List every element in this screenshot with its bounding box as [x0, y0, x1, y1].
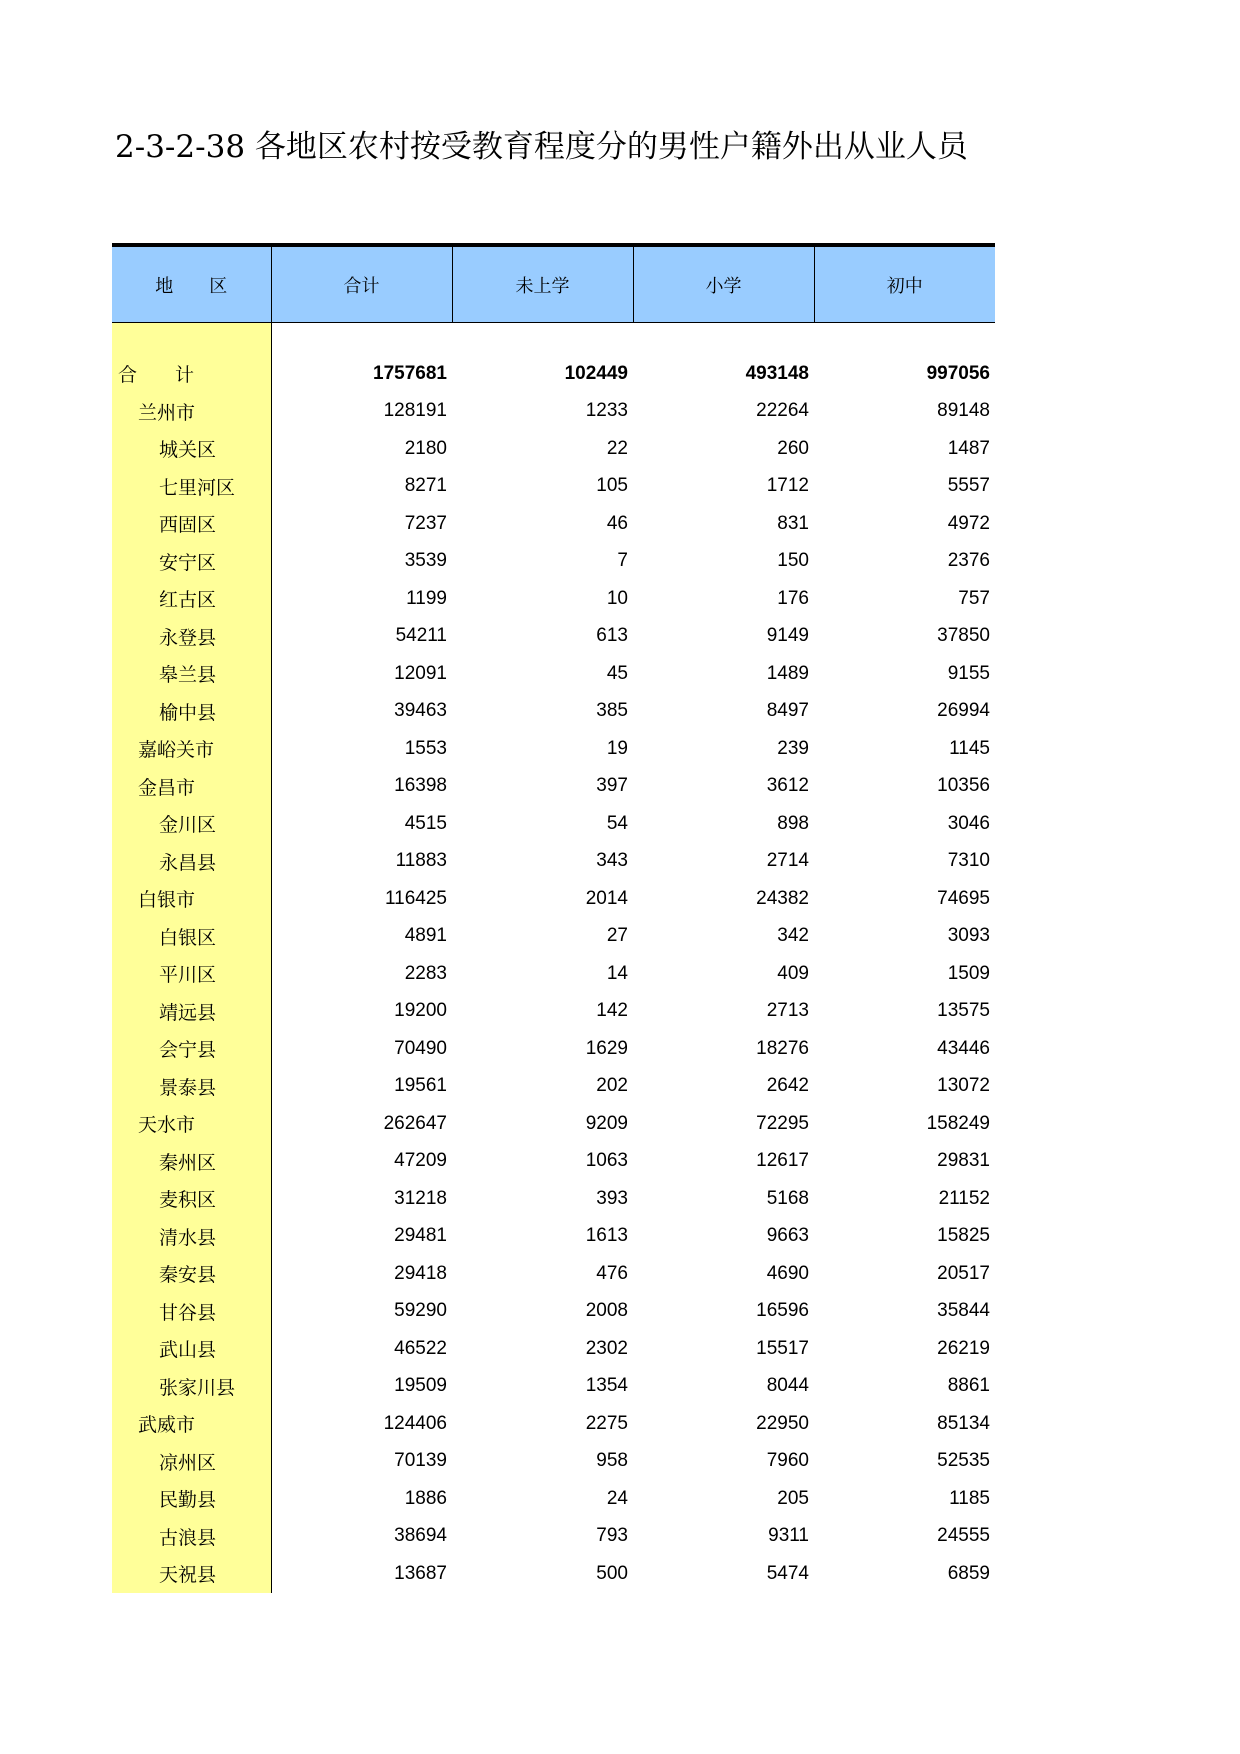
value-cell: 831	[777, 512, 809, 534]
value-cell: 2275	[585, 1412, 628, 1434]
value-cell: 4690	[766, 1262, 809, 1284]
value-cell: 2713	[766, 1000, 809, 1022]
value-cell: 21152	[938, 1187, 990, 1209]
value-cell: 393	[596, 1187, 628, 1209]
region-cell: 红古区	[112, 580, 271, 618]
value-cell: 102449	[564, 362, 628, 384]
value-cell: 52535	[937, 1450, 990, 1472]
value-cell: 19561	[394, 1075, 447, 1097]
value-cell: 54	[606, 812, 628, 834]
table-row	[112, 880, 995, 918]
table-row	[112, 843, 995, 881]
value-cell: 29831	[937, 1150, 990, 1172]
value-cell: 500	[596, 1562, 628, 1584]
table-row	[112, 1480, 995, 1518]
region-cell: 天祝县	[112, 1555, 271, 1593]
value-cell: 142	[596, 1000, 628, 1022]
value-cell: 26994	[937, 700, 990, 722]
region-cell: 民勤县	[112, 1480, 271, 1518]
value-cell: 6859	[947, 1562, 990, 1584]
region-cell: 会宁县	[112, 1030, 271, 1068]
value-cell: 24	[606, 1487, 628, 1509]
value-cell: 1063	[585, 1150, 628, 1172]
value-cell: 793	[596, 1525, 628, 1547]
value-cell: 105	[596, 475, 628, 497]
value-cell: 1553	[404, 737, 447, 759]
value-cell: 1487	[947, 437, 990, 459]
value-cell: 7960	[766, 1450, 809, 1472]
value-cell: 10356	[937, 775, 990, 797]
region-cell: 秦州区	[112, 1143, 271, 1181]
header-row	[112, 247, 995, 323]
spacer-cell	[271, 323, 452, 356]
value-cell: 46522	[394, 1337, 447, 1359]
table-row	[112, 1555, 995, 1593]
value-cell: 13687	[394, 1562, 447, 1584]
value-cell: 22264	[756, 400, 809, 422]
table-row	[112, 1180, 995, 1218]
value-cell: 45	[606, 662, 628, 684]
page-title: 2-3-2-38 各地区农村按受教育程度分的男性户籍外出从业人员	[115, 129, 968, 165]
value-cell: 958	[596, 1450, 628, 1472]
value-cell: 1199	[406, 587, 447, 609]
table-row	[112, 955, 995, 993]
region-cell: 天水市	[112, 1105, 271, 1143]
table-row	[112, 918, 995, 956]
region-cell: 永登县	[112, 618, 271, 656]
value-cell: 9209	[585, 1112, 628, 1134]
value-cell: 757	[958, 587, 990, 609]
value-cell: 29481	[394, 1225, 447, 1247]
value-cell: 5557	[947, 475, 990, 497]
value-cell: 997056	[926, 362, 990, 384]
value-cell: 2642	[766, 1075, 809, 1097]
value-cell: 31218	[394, 1187, 447, 1209]
spacer-cell	[452, 323, 633, 356]
value-cell: 397	[596, 775, 628, 797]
value-cell: 3539	[404, 550, 447, 572]
table-row	[112, 1030, 995, 1068]
region-cell: 张家川县	[112, 1368, 271, 1406]
value-cell: 2008	[585, 1300, 628, 1322]
table-row	[112, 1068, 995, 1106]
table-row	[112, 693, 995, 731]
value-cell: 1233	[585, 400, 628, 422]
table-row	[112, 355, 995, 393]
value-cell: 2376	[947, 550, 990, 572]
value-cell: 24382	[756, 887, 809, 909]
region-cell: 武山县	[112, 1330, 271, 1368]
value-cell: 43446	[937, 1037, 990, 1059]
table-row	[112, 393, 995, 431]
value-cell: 3612	[766, 775, 809, 797]
table-row	[112, 1293, 995, 1331]
region-cell: 金昌市	[112, 768, 271, 806]
value-cell: 8044	[766, 1375, 809, 1397]
value-cell: 16398	[394, 775, 447, 797]
table-row	[112, 430, 995, 468]
value-cell: 7	[617, 550, 628, 572]
value-cell: 1145	[949, 737, 990, 759]
region-cell: 金川区	[112, 805, 271, 843]
value-cell: 12617	[756, 1150, 809, 1172]
value-cell: 29418	[394, 1262, 447, 1284]
value-cell: 47209	[394, 1150, 447, 1172]
value-cell: 2283	[404, 962, 447, 984]
value-cell: 9149	[766, 625, 809, 647]
table-row	[112, 1143, 995, 1181]
value-cell: 22950	[756, 1412, 809, 1434]
value-cell: 1757681	[373, 362, 447, 384]
region-cell: 麦积区	[112, 1180, 271, 1218]
value-cell: 3046	[947, 812, 990, 834]
value-cell: 19509	[394, 1375, 447, 1397]
region-cell: 七里河区	[112, 468, 271, 506]
region-cell: 甘谷县	[112, 1293, 271, 1331]
region-cell: 合 计	[112, 355, 271, 393]
value-cell: 5168	[766, 1187, 809, 1209]
table-row	[112, 1518, 995, 1556]
region-cell: 兰州市	[112, 393, 271, 431]
region-cell: 城关区	[112, 430, 271, 468]
value-cell: 476	[596, 1262, 628, 1284]
region-cell: 平川区	[112, 955, 271, 993]
value-cell: 205	[777, 1487, 809, 1509]
value-cell: 9663	[766, 1225, 809, 1247]
spacer-cell	[633, 323, 814, 356]
region-cell: 景泰县	[112, 1068, 271, 1106]
value-cell: 8861	[947, 1375, 990, 1397]
table-row	[112, 1330, 995, 1368]
value-cell: 18276	[756, 1037, 809, 1059]
column-header-junior-middle: 初中	[814, 247, 995, 323]
region-cell: 清水县	[112, 1218, 271, 1256]
value-cell: 89148	[937, 400, 990, 422]
value-cell: 1509	[947, 962, 990, 984]
value-cell: 9311	[768, 1525, 809, 1547]
table-row	[112, 468, 995, 506]
value-cell: 46	[606, 512, 628, 534]
region-cell: 安宁区	[112, 543, 271, 581]
value-cell: 262647	[383, 1112, 447, 1134]
value-cell: 11883	[395, 850, 447, 872]
spacer-row	[112, 323, 995, 356]
value-cell: 27	[606, 925, 628, 947]
value-cell: 13072	[937, 1075, 990, 1097]
value-cell: 20517	[937, 1262, 990, 1284]
value-cell: 124406	[383, 1412, 447, 1434]
value-cell: 19200	[394, 1000, 447, 1022]
value-cell: 1712	[766, 475, 809, 497]
value-cell: 2302	[585, 1337, 628, 1359]
value-cell: 12091	[394, 662, 447, 684]
value-cell: 24555	[937, 1525, 990, 1547]
table-row	[112, 1368, 995, 1406]
value-cell: 158249	[926, 1112, 990, 1134]
table-row	[112, 1255, 995, 1293]
table-row	[112, 730, 995, 768]
value-cell: 260	[777, 437, 809, 459]
region-cell: 秦安县	[112, 1255, 271, 1293]
value-cell: 116425	[385, 887, 447, 909]
table-row	[112, 505, 995, 543]
data-table-container	[112, 243, 995, 1593]
table-row	[112, 805, 995, 843]
table-row	[112, 655, 995, 693]
value-cell: 3093	[947, 925, 990, 947]
value-cell: 7310	[947, 850, 990, 872]
region-cell: 榆中县	[112, 693, 271, 731]
value-cell: 343	[596, 850, 628, 872]
spacer-cell	[112, 323, 271, 356]
value-cell: 239	[777, 737, 809, 759]
value-cell: 22	[606, 437, 628, 459]
value-cell: 2714	[766, 850, 809, 872]
value-cell: 74695	[937, 887, 990, 909]
region-cell: 皋兰县	[112, 655, 271, 693]
value-cell: 613	[596, 625, 628, 647]
value-cell: 37850	[937, 625, 990, 647]
value-cell: 8271	[404, 475, 447, 497]
value-cell: 4515	[404, 812, 447, 834]
value-cell: 7237	[404, 512, 447, 534]
table-row	[112, 580, 995, 618]
table-row	[112, 1105, 995, 1143]
region-cell: 靖远县	[112, 993, 271, 1031]
region-cell: 武威市	[112, 1405, 271, 1443]
value-cell: 1613	[585, 1225, 628, 1247]
table-row	[112, 543, 995, 581]
column-header-no-schooling: 未上学	[452, 247, 633, 323]
value-cell: 26219	[937, 1337, 990, 1359]
table-row	[112, 1443, 995, 1481]
value-cell: 385	[596, 700, 628, 722]
value-cell: 14	[606, 962, 628, 984]
value-cell: 5474	[766, 1562, 809, 1584]
value-cell: 342	[777, 925, 809, 947]
region-cell: 嘉峪关市	[112, 730, 271, 768]
table-row	[112, 618, 995, 656]
value-cell: 35844	[937, 1300, 990, 1322]
value-cell: 38694	[394, 1525, 447, 1547]
value-cell: 202	[596, 1075, 628, 1097]
table-row	[112, 1218, 995, 1256]
value-cell: 13575	[937, 1000, 990, 1022]
region-cell: 白银区	[112, 918, 271, 956]
region-cell: 古浪县	[112, 1518, 271, 1556]
value-cell: 2014	[585, 887, 628, 909]
value-cell: 39463	[394, 700, 447, 722]
value-cell: 1629	[585, 1037, 628, 1059]
column-header-primary: 小学	[633, 247, 814, 323]
value-cell: 4891	[404, 925, 447, 947]
table-row	[112, 1405, 995, 1443]
table-row	[112, 768, 995, 806]
value-cell: 409	[777, 962, 809, 984]
value-cell: 2180	[404, 437, 447, 459]
region-cell: 凉州区	[112, 1443, 271, 1481]
value-cell: 15517	[756, 1337, 809, 1359]
value-cell: 128191	[383, 400, 447, 422]
value-cell: 8497	[766, 700, 809, 722]
value-cell: 493148	[745, 362, 809, 384]
value-cell: 898	[777, 812, 809, 834]
value-cell: 70139	[394, 1450, 447, 1472]
value-cell: 150	[777, 550, 809, 572]
value-cell: 1489	[766, 662, 809, 684]
data-table	[112, 247, 995, 1593]
value-cell: 16596	[756, 1300, 809, 1322]
region-cell: 白银市	[112, 880, 271, 918]
value-cell: 9155	[947, 662, 990, 684]
value-cell: 1886	[404, 1487, 447, 1509]
region-cell: 西固区	[112, 505, 271, 543]
value-cell: 1354	[585, 1375, 628, 1397]
value-cell: 70490	[394, 1037, 447, 1059]
value-cell: 10	[606, 587, 628, 609]
column-header-total: 合计	[271, 247, 452, 323]
value-cell: 176	[777, 587, 809, 609]
value-cell: 54211	[395, 625, 447, 647]
value-cell: 4972	[947, 512, 990, 534]
region-cell: 永昌县	[112, 843, 271, 881]
value-cell: 59290	[394, 1300, 447, 1322]
value-cell: 1185	[949, 1487, 990, 1509]
table-row	[112, 993, 995, 1031]
value-cell: 15825	[937, 1225, 990, 1247]
value-cell: 19	[606, 737, 628, 759]
spacer-cell	[814, 323, 995, 356]
column-header-region: 地 区	[112, 247, 271, 323]
value-cell: 72295	[756, 1112, 809, 1134]
value-cell: 85134	[937, 1412, 990, 1434]
